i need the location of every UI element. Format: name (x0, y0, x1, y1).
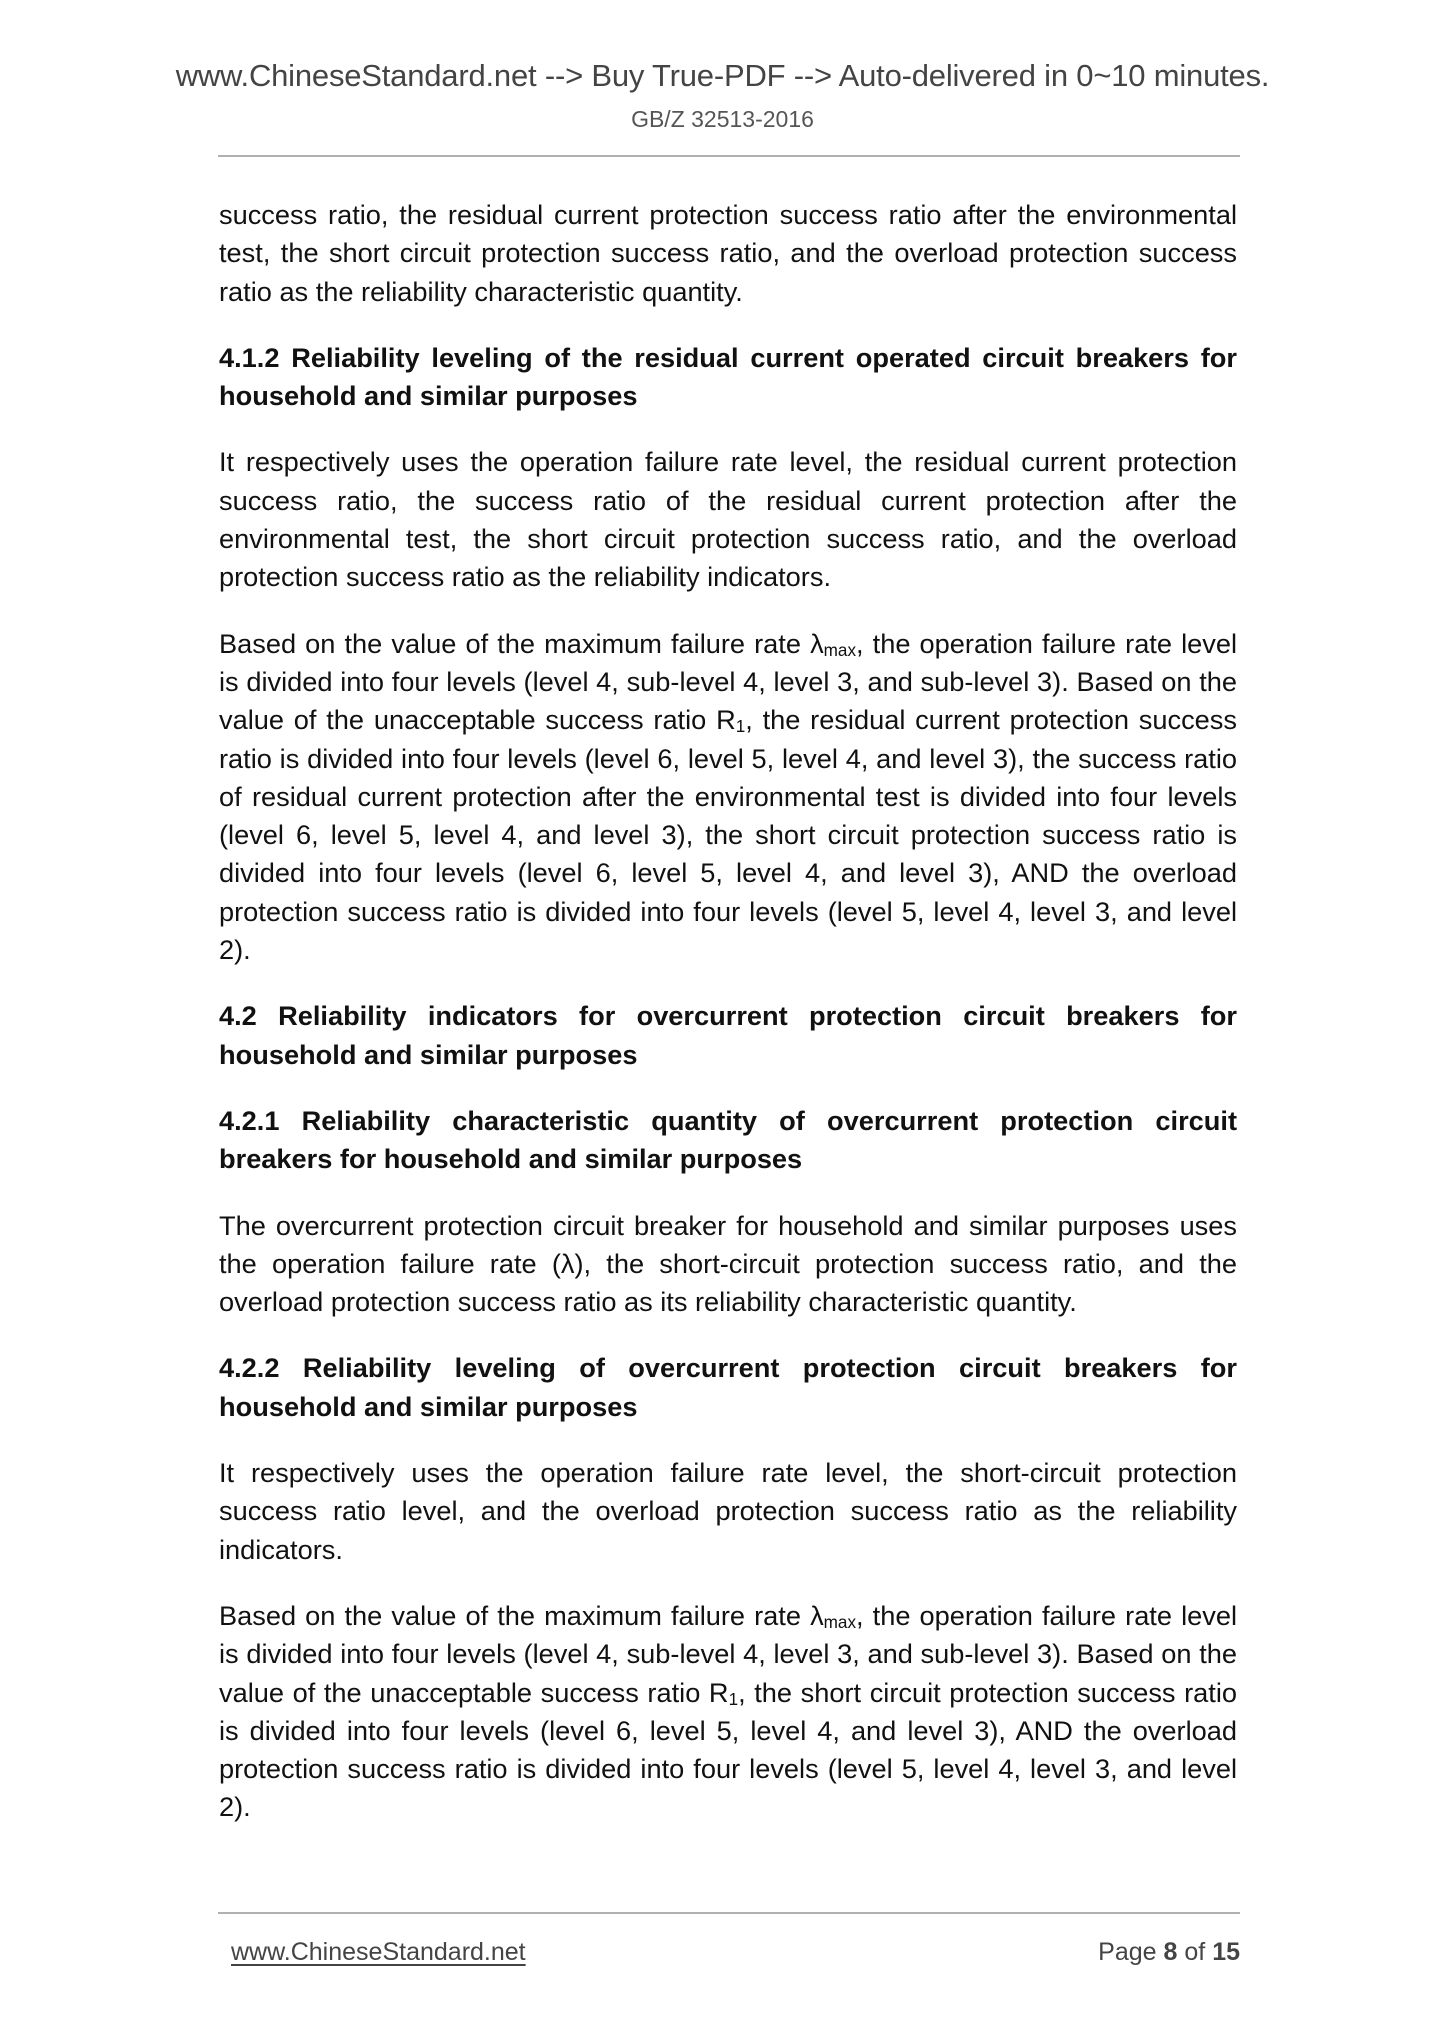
of-word: of (1184, 1938, 1206, 1966)
paragraph-leveling-ocpb (219, 1597, 1237, 1827)
paragraph-continued: success ratio, the residual current protection success ratio after the environmental test, the short circuit protection success ratio, and the overload protection success ratio as the reliability characteristic quantity. (219, 199, 1237, 307)
heading-4-2: 4.2 Reliability indicators for overcurrent protection circuit breakers for household and similar purposes (219, 1000, 1237, 1070)
heading-4-2-1: 4.2.1 Reliability characteristic quantity of overcurrent protection circuit breakers for household and similar purposes (219, 1104, 1237, 1175)
text-segment: , the residual current protection success ratio is divided into four levels (level 6, level 5, level 4, and level 3), the success ratio of residual current protection after the environmental test is divided into four levels (level 6, level 5, level 4, and level 3), the short circuit protection success ratio is divided into four levels (level 6, level 5, level 4, and level 3), AND the overload protection success ratio is divided into four levels (level 5, level 4, level 3, and level 2). (219, 704, 1237, 966)
footer-website-link[interactable]: www.ChineseStandard.net (231, 1938, 526, 1966)
text-segment: , the short circuit protection success ratio is divided into four levels (level 6, level 5, level 4, and level 3), AND the overload protection success ratio is divided into four levels (level 5, level 4, level 3, and level 2). (219, 1676, 1237, 1823)
subscript-max: max (823, 639, 857, 660)
header-banner: www.ChineseStandard.net --> Buy True-PDF --> Auto-delivered in 0~10 minutes. (175, 58, 1270, 93)
text-segment: , the operation failure rate level is divided into four levels (level 4, sub-level 4, level 3, and sub-level 3). Based on the value of the unacceptable success ratio R (219, 627, 1237, 736)
page-total: 15 (1212, 1938, 1240, 1966)
heading-4-2-2: 4.2.2 Reliability leveling of overcurrent protection circuit breakers for household and similar purposes (219, 1352, 1237, 1422)
text-segment: Based on the value of the maximum failure rate λ (219, 627, 824, 659)
text-segment: , the operation failure rate level is divided into four levels (level 4, sub-level 4, level 3, and sub-level 3). Based on the value of the unacceptable success ratio R (219, 1599, 1237, 1708)
header-divider (218, 155, 1240, 157)
page-current: 8 (1163, 1938, 1178, 1966)
document-body (219, 196, 1237, 1855)
paragraph-characteristic-quantity-ocpb: The overcurrent protection circuit breaker for household and similar purposes uses the operation failure rate (λ), the short-circuit protection success ratio, and the overload protection success ratio as its reliability characteristic quantity. (219, 1209, 1237, 1318)
paragraph-reliability-indicators-ocpb: It respectively uses the operation failure rate level, the short-circuit protection success ratio level, and the overload protection success ratio as the reliability indicators. (219, 1457, 1237, 1565)
page-indicator (1098, 1938, 1240, 1967)
subscript-max: max (823, 1611, 857, 1632)
subscript-1: 1 (728, 1688, 739, 1709)
paragraph-leveling-rcbo (219, 625, 1237, 970)
text-segment: Based on the value of the maximum failure rate λ (219, 1599, 824, 1631)
heading-4-1-2: 4.1.2 Reliability leveling of the residual current operated circuit breakers for household and similar purposes (219, 341, 1237, 412)
footer-divider (218, 1912, 1240, 1914)
standard-code: GB/Z 32513-2016 (631, 106, 814, 132)
subscript-1: 1 (735, 716, 746, 737)
paragraph-reliability-indicators-rcbo: It respectively uses the operation failure rate level, the residual current protection success ratio, the success ratio of the residual current protection after the environmental test, the short circuit protection success ratio, and the overload protection success ratio as the reliability indicators. (219, 446, 1237, 593)
page-word: Page (1098, 1938, 1157, 1966)
